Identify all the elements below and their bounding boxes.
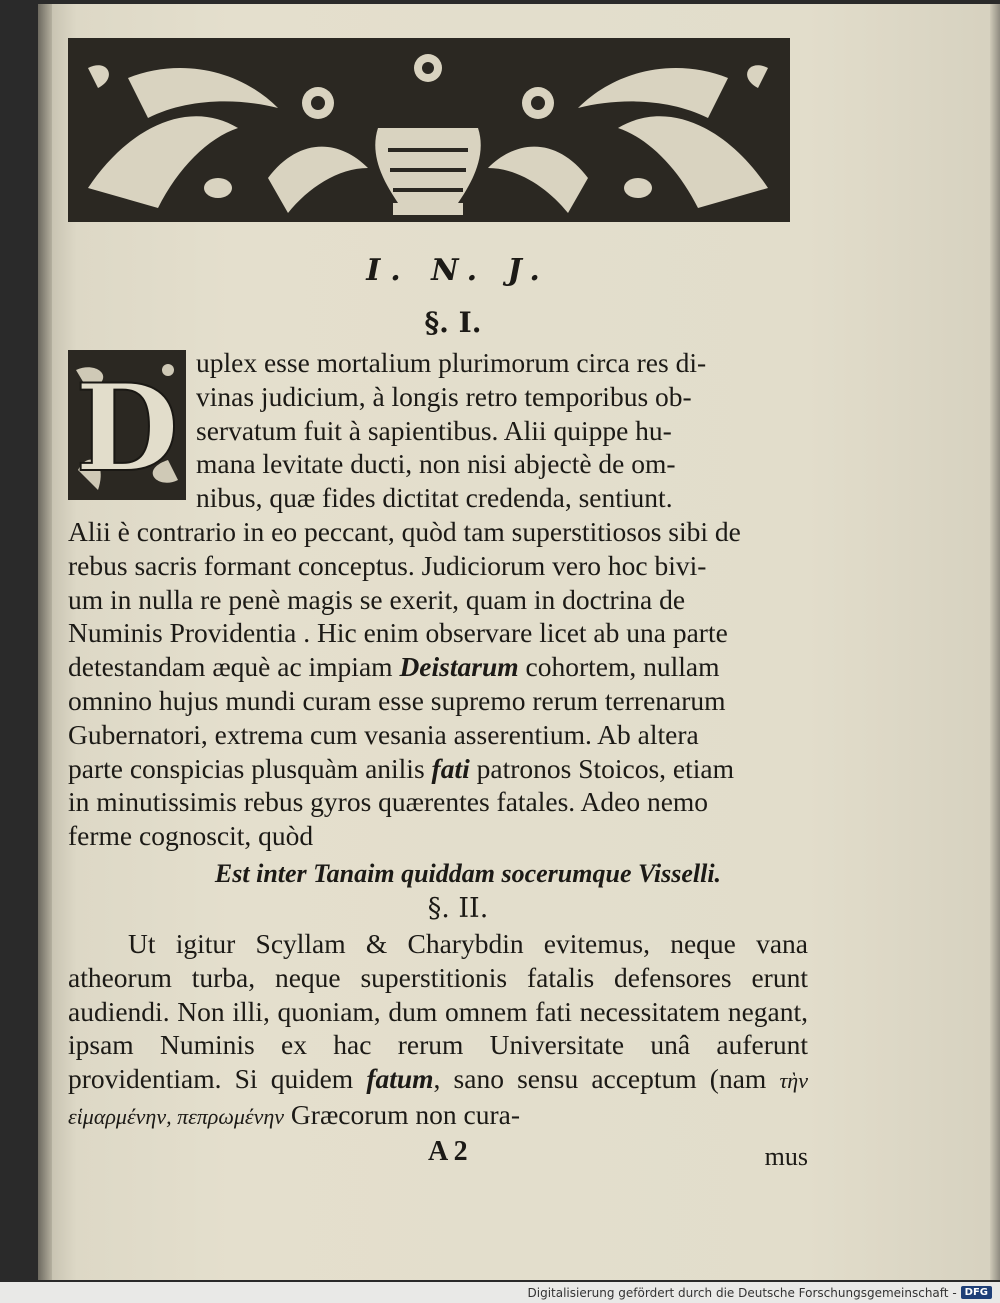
paragraph-2	[68, 927, 808, 1134]
para1-line: Numinis Providentia . Hic enim observare licet ab una parte	[68, 617, 728, 649]
italic-word: Deistarum	[399, 651, 519, 683]
text-span: cohortem, nullam	[525, 651, 720, 683]
para1-line: in minutissimis rebus gyros quærentes fatales. Adeo nemo	[68, 786, 709, 818]
dfg-logo: DFG	[961, 1286, 992, 1299]
headpiece-ornament	[68, 38, 790, 222]
quoted-verse: Est inter Tanaim quiddam socerumque Visselli.	[214, 858, 722, 888]
dropcap-initial	[68, 350, 186, 500]
section-number-2: §. II.	[427, 892, 489, 924]
para1-line: uplex esse mortalium plurimorum circa res di-	[196, 347, 707, 378]
digitization-credit	[0, 1282, 1000, 1303]
italic-word: fatum	[366, 1063, 434, 1095]
text-span: detestandam æquè ac impiam	[68, 651, 393, 683]
page-content	[68, 248, 808, 1174]
signature-mark: A 2	[428, 1135, 468, 1167]
dropcap-letter: D	[74, 358, 180, 499]
para1-line: um in nulla re penè magis se exerit, quam in doctrina de	[68, 583, 686, 615]
para1-line: vinas judicium, à longis retro temporibus ob-	[196, 380, 692, 412]
page-footer	[68, 1134, 808, 1174]
greek-text: τὴν εἱμαρμένην, πεπρωμένην	[68, 1068, 808, 1129]
section-number-1: §. I.	[424, 306, 482, 339]
para1-line: ferme cognoscit, quòd	[68, 820, 314, 852]
credit-text: Digitalisierung gefördert durch die Deutsche Forschungsgemeinschaft -	[527, 1285, 957, 1300]
text-span: parte conspicias plusquàm anilis	[68, 752, 425, 784]
italic-word: fati	[431, 752, 470, 784]
para1-line-mixed	[68, 650, 808, 684]
para1-line: servatum fuit à sapientibus. Alii quippe hu-	[196, 414, 672, 446]
text-span: , sano sensu acceptum (nam	[433, 1063, 767, 1095]
page-edge	[990, 4, 1000, 1280]
page-heading: I. N. J.	[366, 253, 550, 288]
para1-line: omnino hujus mundi curam esse supremo rerum terrenarum	[68, 684, 726, 716]
paragraph-1	[68, 346, 808, 853]
para1-line: nibus, quæ fides dictitat credenda, sentiunt.	[196, 482, 673, 514]
book-page	[38, 4, 1000, 1280]
text-span: Græcorum non cura-	[290, 1098, 521, 1130]
page-gutter	[38, 4, 52, 1280]
text-span: patronos Stoicos, etiam	[476, 752, 735, 784]
para1-line: mana levitate ducti, non nisi abjectè de om-	[196, 448, 676, 480]
para1-line: rebus sacris formant conceptus. Judiciorum vero hoc bivi-	[68, 549, 707, 581]
para1-line: Gubernatori, extrema cum vesania asserentium. Ab altera	[68, 718, 699, 750]
text-span: Ut igitur Scyllam & Charybdin evitemus, neque vana atheorum turba, neque superstitionis fatalis defensores erunt audiendi. Non illi, quoniam, dum omnem fati necessitatem negant, ipsam Numinis ex hac rerum Universitate unâ auferunt providentiam. Si quidem	[68, 927, 808, 1095]
para1-line-mixed	[68, 752, 808, 786]
para1-line: Alii è contrario in eo peccant, quòd tam superstitiosos sibi de	[68, 515, 741, 547]
catchword: mus	[764, 1141, 808, 1171]
